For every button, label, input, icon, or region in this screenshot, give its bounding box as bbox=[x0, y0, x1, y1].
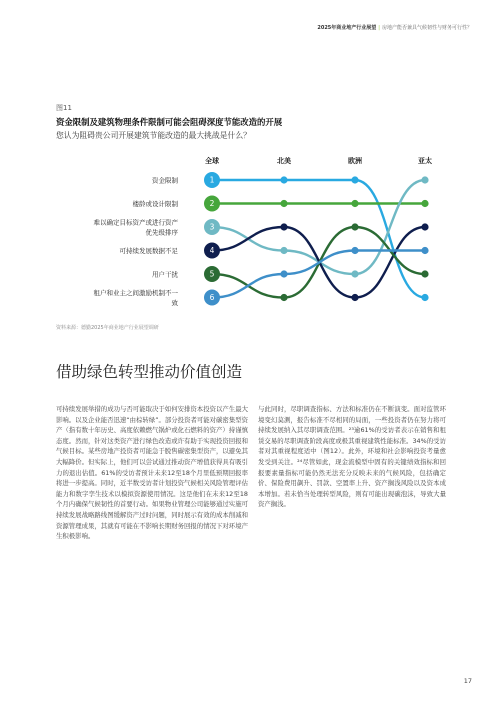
body-column-left: 可持续发展举措的成功与否可能取决于如何安排资本投资以产生最大影响。以及企业能否迅速“由棕转绿”。部分投资者可能对碳密集型资产（指有数十年历史、高度依赖燃气锅炉或化石燃料的资产）持谨慎态度。然而，针对这类资产进行绿色改造或许有助于实现投资回报和气候目标。某些房地产投资者可能急于脱售碳密集型资产，以避免其大幅降价。但实际上，他们可以尝试通过推动资产增值获得具有吸引力的退出估值。61%的受访者预计未来12至18个月里低预期回报率将进一步提高。同时，近半数受访者计划投资气候相关风险管理评估能力和数字孪生技术以模拟资源使用情况。这是他们在未来12至18个月内确保气候韧性的首要行动。如果物业管理公司能够通过实施可持续发展战略路线图缓解资产过时问题，同时展示有效的成本削减和资源管理成果，其就有可能在不影响长期财务回报的情况下对环境产生积极影响。 bbox=[56, 405, 248, 541]
column-header: 亚太 bbox=[418, 157, 432, 165]
section-title: 借助绿色转型推动价值创造 bbox=[56, 363, 243, 381]
rank-point bbox=[280, 223, 287, 230]
rank-point bbox=[421, 223, 428, 230]
rank-number: 6 bbox=[209, 293, 215, 303]
row-label: 可持续发展数据不足 bbox=[119, 247, 178, 255]
header-separator: | bbox=[378, 25, 380, 31]
column-header: 北美 bbox=[277, 157, 291, 165]
figure-question: 您认为阻碍贵公司开展建筑节能改造的最大挑战是什么？ bbox=[56, 131, 251, 140]
rank-point bbox=[421, 270, 428, 277]
rank-point bbox=[421, 294, 428, 301]
column-header: 全球 bbox=[205, 157, 219, 165]
rank-point bbox=[280, 247, 287, 254]
figure-label: 图11 bbox=[56, 104, 72, 112]
body-column-right: 与此同时，尽职调查指标、方法和标准仍在不断演变。面对监管环境变幻莫测，报告标准不尽相同的局面，一些投资者仍在努力将可持续发展纳入其尽职调查范围。²³逾61%的受访者表示在销售和租赁交易的尽职调查阶段高度或极其重视建筑性能标准。34%的受访者对其重视程度适中（图12）。此外，环境和社会影响投资考量愈发受到关注。²⁴尽管如此，现金流模型中固有的关键绩效指标和回报要素量指标可能仍然无法充分反映未来的气候风险，包括确定价、保险费用飙升、罚款、空置率上升、资产搁浅风险以及资本成本增加。若未恰当处理转型风险，则有可能出现碳泡沫，导致大量资产搁浅。 bbox=[258, 405, 446, 509]
row-label: 楼龄或设计限制 bbox=[132, 200, 178, 208]
rank-point bbox=[351, 223, 358, 230]
rank-number: 4 bbox=[209, 246, 215, 256]
page-number: 17 bbox=[463, 677, 472, 685]
rank-number: 2 bbox=[209, 199, 215, 209]
rank-point bbox=[421, 200, 428, 207]
rank-point bbox=[351, 247, 358, 254]
row-label: 资金限制 bbox=[152, 176, 178, 185]
rank-number: 5 bbox=[209, 269, 215, 279]
rank-point bbox=[280, 294, 287, 301]
rank-point bbox=[421, 176, 428, 183]
row-label: 用户干扰 bbox=[152, 270, 178, 279]
running-header bbox=[317, 24, 472, 31]
rank-point bbox=[421, 247, 428, 254]
bump-chart bbox=[0, 150, 500, 315]
header-subtitle: 房地产能否兼具气候韧性与财务可行性？ bbox=[381, 25, 472, 31]
rank-point bbox=[351, 270, 358, 277]
figure-source: 资料来源：德勤2025年商业地产行业展望调研 bbox=[56, 325, 159, 331]
series-line bbox=[209, 180, 425, 298]
rank-point bbox=[280, 200, 287, 207]
row-label: 难以确定目标资产或进行资产优先级排序 bbox=[93, 218, 178, 237]
rank-number: 3 bbox=[209, 222, 215, 232]
rank-point bbox=[351, 176, 358, 183]
rank-point bbox=[351, 200, 358, 207]
rank-point bbox=[280, 176, 287, 183]
figure-title: 资金限制及建筑物理条件限制可能会阻碍深度节能改造的开展 bbox=[56, 117, 283, 127]
row-label: 租户和业主之间激励机制不一致 bbox=[93, 289, 178, 307]
column-header: 欧洲 bbox=[348, 157, 362, 165]
rank-point bbox=[280, 270, 287, 277]
rank-point bbox=[351, 294, 358, 301]
rank-number: 1 bbox=[209, 175, 215, 185]
header-report-title: 2025年商业地产行业展望 bbox=[317, 25, 377, 31]
